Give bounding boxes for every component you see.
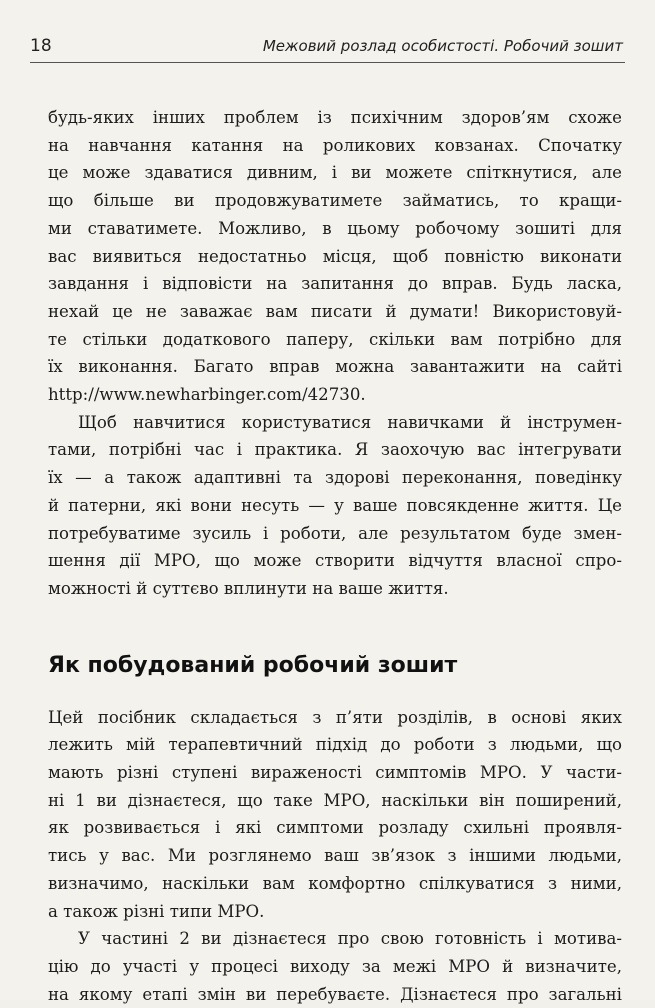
text-line: мають різні ступені вираженості симптомів МРО. У части- [48,763,622,783]
text-line: завдання і відповісти на запитання до вправ. Будь ласка, [48,274,622,294]
text-line: на навчання катання на роликових ковзанах. Спочатку [48,135,622,155]
paragraph-practice [48,409,622,603]
paragraph-continued [48,104,622,409]
running-title: Межовий розлад особистості. Робочий зошит [262,37,623,55]
text-line: як розвивається і які симптоми розладу схильні проявля- [48,818,622,838]
text-line: потребуватиме зусиль і роботи, але результатом буде змен- [48,523,622,543]
page-body [48,104,622,1008]
text-line: Цей посібник складається з п’яти розділів, в основі яких [48,707,622,727]
text-line: визначимо, наскільки вам комфортно спілкуватися з ними, [48,873,622,893]
text-line: цію до участі у процесі виходу за межі МРО й визначите, [48,956,622,976]
text-line: на якому етапі змін ви перебуваєте. Дізнаєтеся про загальні [48,984,622,1004]
text-line: нехай це не заважає вам писати й думати! Використовуй- [48,301,622,321]
text-line: а також різні типи МРО. [48,901,265,921]
text-line: лежить мій терапевтичний підхід до роботи з людьми, що [48,735,622,755]
text-line: це може здаватися дивним, і ви можете спіткнутися, але [48,163,622,183]
text-line: те стільки додаткового паперу, скільки вам потрібно для [48,329,622,349]
url-line: http://www.newharbinger.com/42730. [48,385,366,405]
text-line: тами, потрібні час і практика. Я заохочую вас інтегрувати [48,440,622,460]
text-line: У частині 2 ви дізнаєтеся про свою готовність і мотива- [78,929,622,949]
text-line: можності й суттєво вплинути на ваше життя. [48,578,449,598]
text-line: вас виявиться недостатньо місця, щоб повністю виконати [48,246,622,266]
text-line: їх виконання. Багато вправ можна завантажити на сайті [48,357,622,377]
text-line: ми ставатимете. Можливо, в цьому робочому зошиті для [48,218,622,238]
text-line: що більше ви продовжуватимете займатись, то кращи- [48,191,622,211]
text-line: ні 1 ви дізнаєтеся, що таке МРО, наскільки він поширений, [48,790,622,810]
paragraph-structure [48,704,622,926]
text-line: їх — а також адаптивні та здорові переконання, поведінку [48,468,622,488]
text-line: будь-яких інших проблем із психічним здоров’ям схоже [48,108,622,127]
section-heading: Як побудований робочий зошит [48,652,458,678]
text-line: тись у вас. Ми розглянемо ваш зв’язок з іншими людьми, [48,846,622,866]
page-number: 18 [30,36,52,56]
paragraph-part-two [48,925,622,1008]
text-line: шення дії МРО, що може створити відчуття власної спро- [48,551,622,571]
text-line: Щоб навчитися користуватися навичками й інструмен- [78,412,622,432]
text-line: й патерни, які вони несуть — у ваше повсякденне життя. Це [48,495,622,515]
page-header [30,34,625,63]
